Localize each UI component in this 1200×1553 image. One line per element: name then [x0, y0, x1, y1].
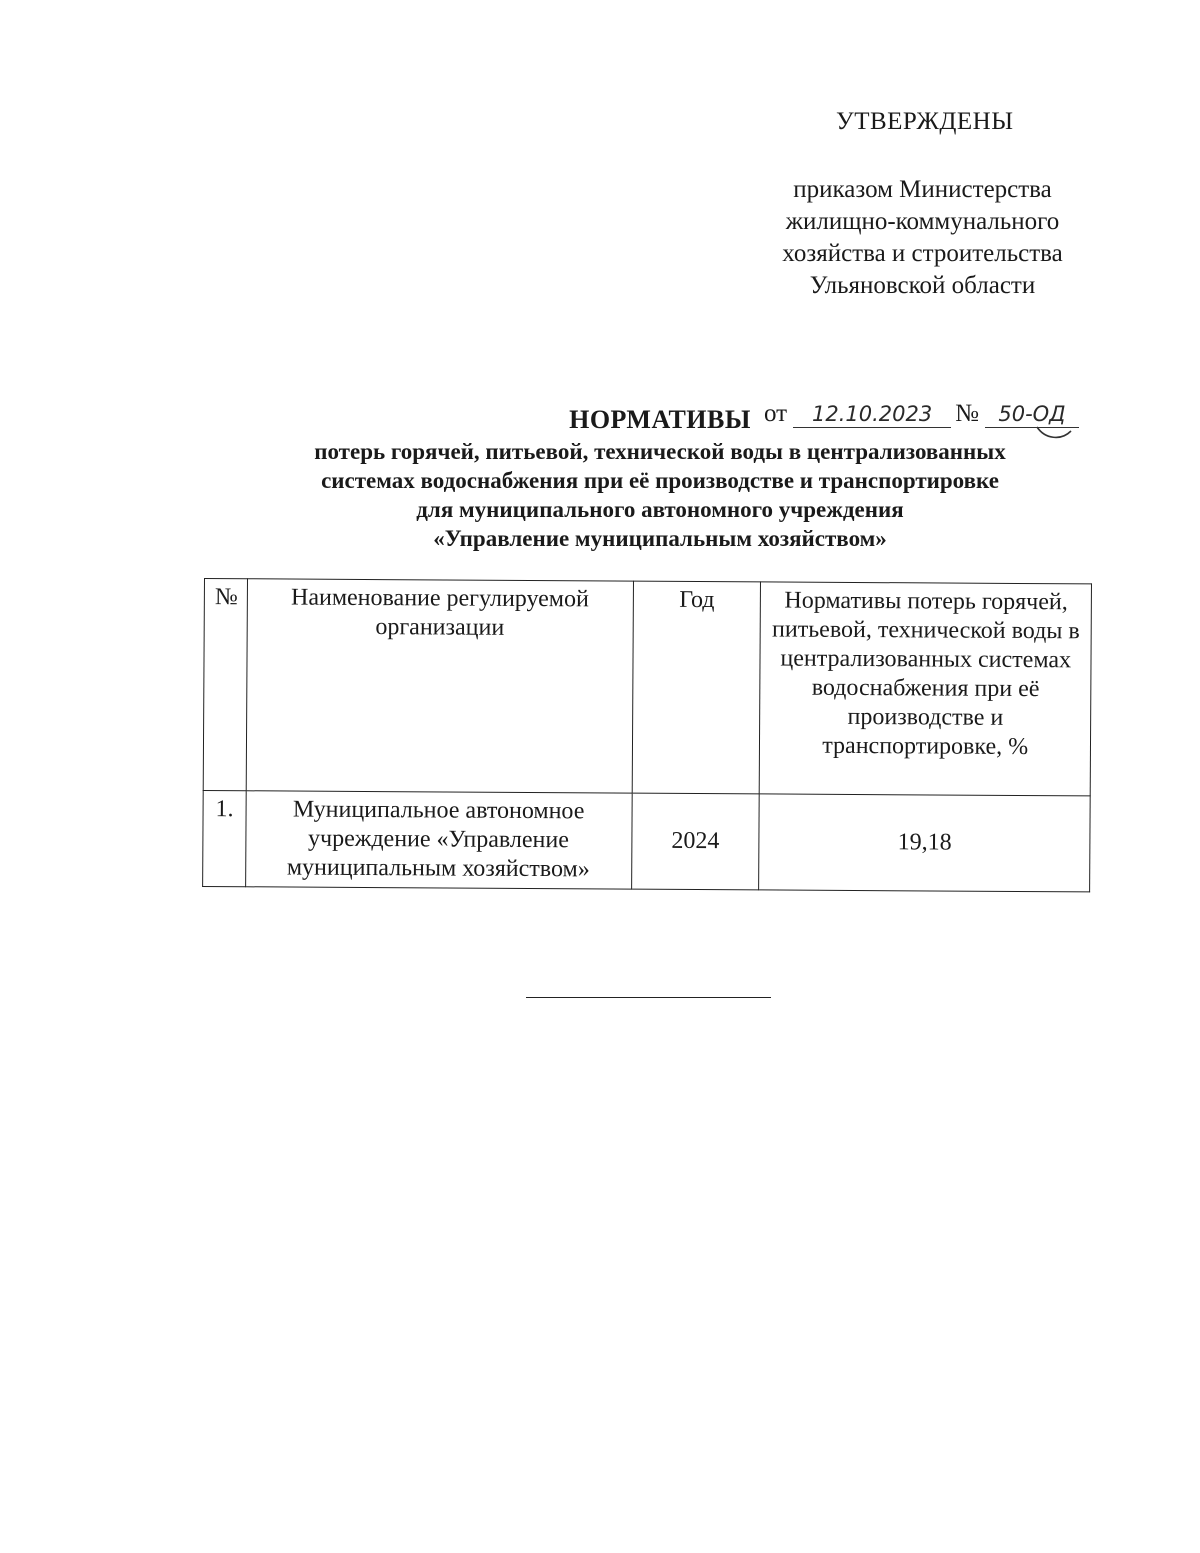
header-num: № — [203, 579, 247, 791]
cell-year: 2024 — [631, 793, 760, 890]
cell-num: 1. — [203, 790, 246, 886]
approved-title: УТВЕРЖДЕНЫ — [836, 108, 1014, 135]
subtitle-line: «Управление муниципальным хозяйством» — [433, 526, 887, 551]
order-line: жилищно-коммунального — [785, 208, 1060, 235]
document-heading — [0, 403, 1200, 553]
handwritten-number-text: 50-ОД — [998, 402, 1066, 426]
from-label: от — [764, 400, 788, 427]
norms-table — [202, 578, 1092, 892]
order-line: Ульяновской области — [809, 272, 1036, 299]
subtitle-line: для муниципального автономного учреждения — [416, 497, 904, 522]
number-label: № — [955, 400, 979, 427]
cell-loss-norm: 19,18 — [759, 794, 1090, 892]
handwritten-date: 12.10.2023 — [793, 401, 951, 428]
header-year: Год — [632, 581, 761, 794]
closing-divider — [526, 997, 771, 998]
subtitle-line: системах водоснабжения при её производстве и транспортировке — [321, 468, 999, 493]
table-header-row — [203, 579, 1091, 796]
subtitle-line: потерь горячей, питьевой, технической воды в централизованных — [314, 439, 1006, 464]
cell-organization-name: Муниципальное автономное учреждение «Управление муниципальным хозяйством» — [245, 791, 632, 889]
order-line: приказом Министерства — [793, 176, 1052, 203]
order-reference — [750, 174, 1095, 302]
header-organization-name: Наименование регулируемой организации — [246, 579, 633, 793]
document-title: НОРМАТИВЫ — [569, 405, 751, 434]
table-row — [203, 790, 1091, 891]
order-line: хозяйства и строительства — [782, 240, 1063, 267]
header-loss-norm: Нормативы потерь горячей, питьевой, технической воды в централизованных системах водоснабжения при её производстве и транспортировке, % — [760, 582, 1092, 796]
